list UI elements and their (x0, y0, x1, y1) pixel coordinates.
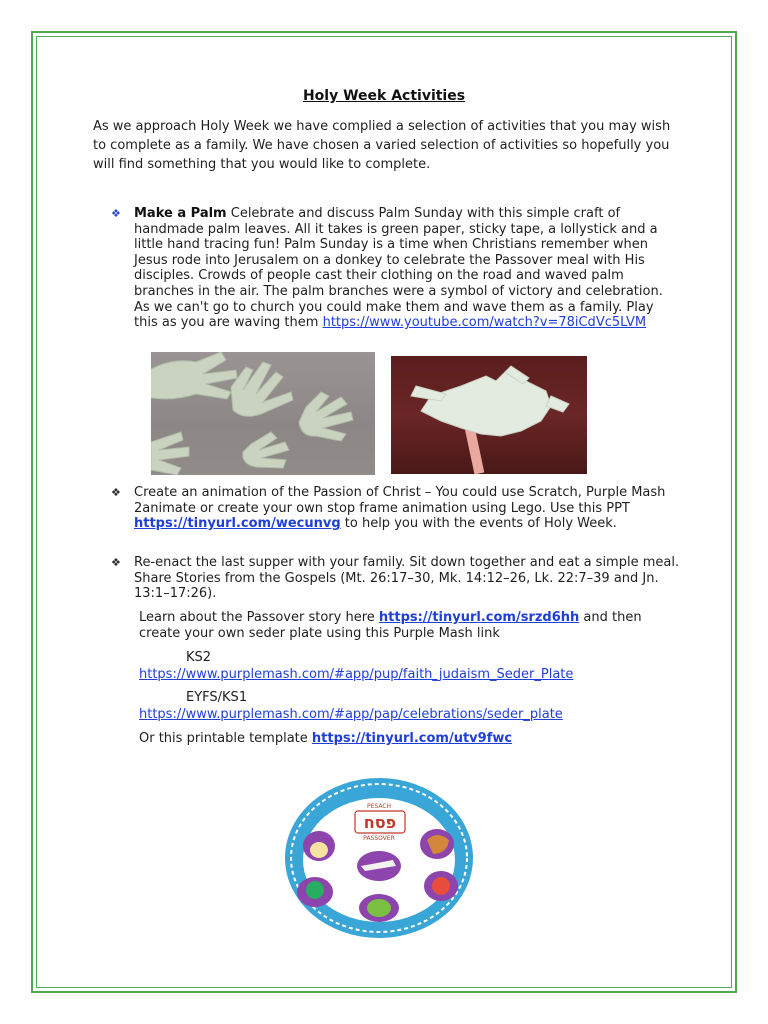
ks2-label: KS2 (186, 650, 212, 665)
palm-activity (111, 206, 681, 331)
passover-text-after: and then create your own seder plate using this Purple Mash link (139, 610, 642, 641)
template-paragraph (139, 731, 679, 747)
animation-activity (111, 485, 681, 532)
animation-text: Create an animation of the Passion of Christ – You could use Scratch, Purple Mash 2animate or create your own stop frame animation using Lego. Use this PPT (134, 485, 666, 516)
passover-text: Learn about the Passover story here (139, 610, 379, 625)
supper-activity (111, 555, 681, 602)
passover-link[interactable]: https://tinyurl.com/srzd6hh (378, 610, 580, 625)
ppt-link[interactable]: https://tinyurl.com/wecunvg (134, 516, 341, 532)
template-link[interactable]: https://tinyurl.com/utv9fwc (311, 731, 513, 746)
eyfs-label: EYFS/KS1 (186, 690, 248, 705)
plate-sub-label: PASSOVER (363, 835, 395, 842)
supper-text: Re-enact the last supper with your family. Sit down together and eat a simple meal. Share Stories from the Gospels (Mt. 26:17–30, Mk. 14:12–26, Lk. 22:7–39 and Jn. 13:1–17:26). (134, 555, 680, 602)
intro-paragraph: As we approach Holy Week we have complied a selection of activities that you may wish to complete as a family. We have chosen a varied selection of activities so hopefully you will find something that you would like to complete. (93, 119, 671, 172)
diamond-bullet-icon: ❖ (111, 556, 121, 569)
eyfs-link[interactable]: https://www.purplemash.com/#app/pap/celebrations/seder_plate (139, 707, 563, 722)
diamond-bullet-icon: ❖ (111, 486, 121, 499)
diamond-bullet-icon: ❖ (111, 207, 121, 220)
seder-plate-image (281, 774, 477, 942)
palm-body: Celebrate and discuss Palm Sunday with this simple craft of handmade palm leaves. All it takes is green paper, sticky tape, a lollystick and a little hand tracing fun! Palm Sunday is a time when Christians remember when Jesus rode into Jerusalem on a donkey to celebrate the Passover meal with His disciples. Crowds of people cast their clothing on the road and waved palm branches in the air. The palm branches were a symbol of victory and celebration. As we can't go to church you could make them and wave them as a family. Play this as you are waving them (134, 206, 663, 331)
animation-text-after: to help you with the events of Holy Week. (340, 516, 617, 532)
ks2-link[interactable]: https://www.purplemash.com/#app/pup/faith_judaism_Seder_Plate (139, 667, 574, 682)
template-text: Or this printable template (139, 731, 312, 746)
paper-hands-photo (151, 352, 375, 475)
palm-craft-photo (391, 356, 587, 474)
palm-video-link[interactable]: https://www.youtube.com/watch?v=78iCdVc5LVM (322, 315, 647, 331)
page-title: Holy Week Activities (302, 88, 466, 104)
palm-heading: Make a Palm (134, 206, 227, 221)
plate-hebrew-label: פסח (363, 813, 397, 832)
plate-top-label: PESACH (366, 803, 392, 810)
passover-paragraph (139, 610, 679, 642)
